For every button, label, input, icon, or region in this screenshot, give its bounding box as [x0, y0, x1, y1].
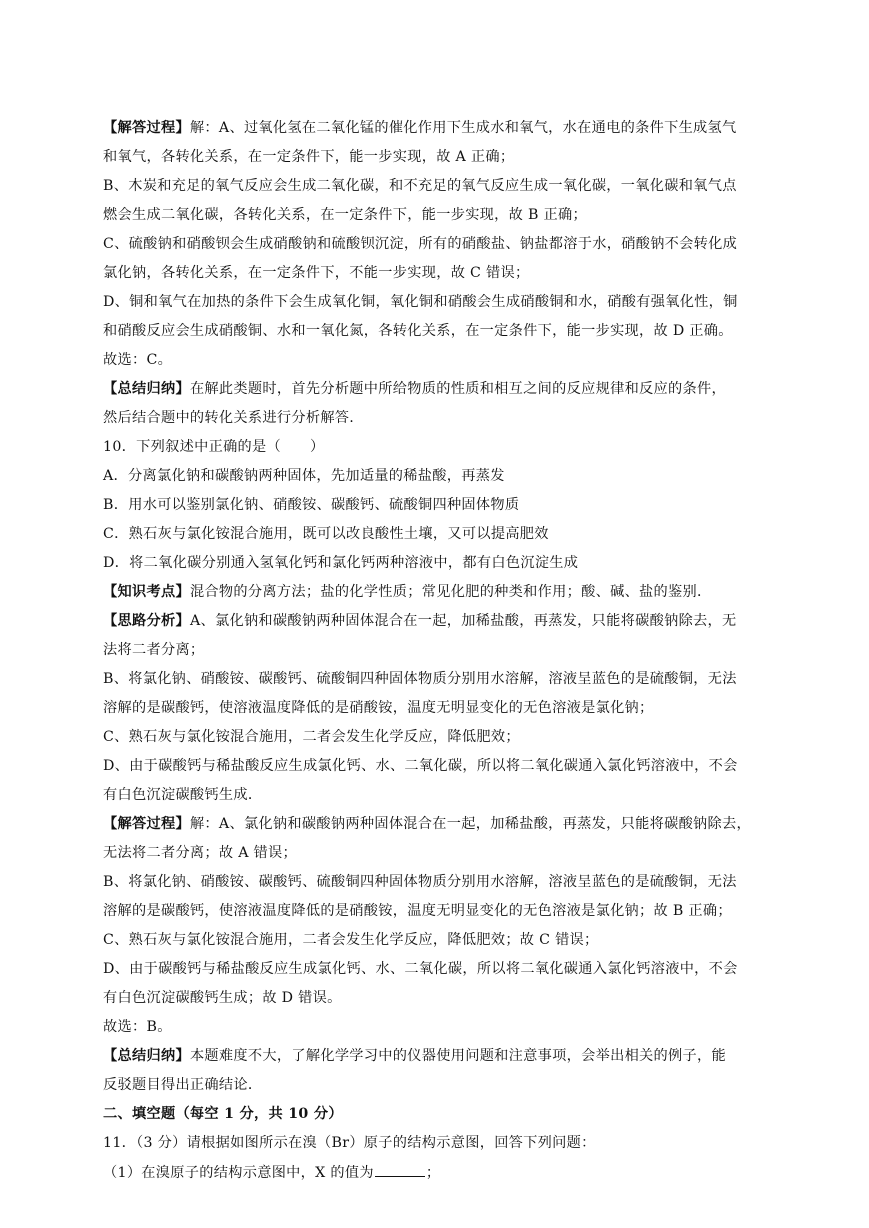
q10-process-d-2: 有白色沉淀碳酸钙生成；故 D 错误。 [103, 990, 342, 1006]
q10-analysis-text: A、氯化钠和碳酸钠两种固体混合在一起，加稀盐酸，再蒸发，只能将碳酸钠除去，无 [189, 613, 737, 629]
q10-stem: 10．下列叙述中正确的是（ ） [103, 439, 325, 455]
q9-process-tag: 【解答过程】 [103, 120, 190, 136]
q10-knowledge-text: 混合物的分离方法；盐的化学性质；常见化肥的种类和作用；酸、碱、盐的鉴别． [189, 584, 712, 600]
answer-blank [375, 1162, 425, 1177]
q9-summary-line [103, 379, 783, 399]
q10-summary-line [103, 1046, 783, 1066]
q10-analysis-line-2: 法将二者分离； [103, 642, 205, 658]
q9-c-line-2: 氯化钠，各转化关系，在一定条件下，不能一步实现，故 C 错误； [103, 265, 530, 281]
q9-d-line-2: 和硝酸反应会生成硝酸铜、水和一氧化氮，各转化关系，在一定条件下，能一步实现，故 D 正确。 [103, 323, 733, 339]
q10-analysis-d-2: 有白色沉淀碳酸钙生成． [103, 787, 263, 803]
q9-summary-tag: 【总结归纳】 [103, 381, 190, 397]
q10-process-tag: 【解答过程】 [103, 816, 190, 832]
q9-b-line-2: 燃会生成二氧化碳，各转化关系，在一定条件下，能一步实现，故 B 正确； [103, 207, 587, 223]
q10-option-c: C．熟石灰与氯化铵混合施用，既可以改良酸性土壤，又可以提高肥效 [103, 526, 549, 542]
q9-process-line-2: 和氧气，各转化关系，在一定条件下，能一步实现，故 A 正确； [103, 149, 515, 165]
q10-process-line [103, 814, 783, 834]
q10-analysis-line [103, 611, 783, 631]
q11-part-1-end: ； [425, 1165, 441, 1181]
q10-knowledge-line [103, 582, 783, 602]
q9-summary-text: 在解此类题时，首先分析题中所给物质的性质和相互之间的反应规律和反应的条件， [189, 381, 726, 397]
q10-answer: 故选：B。 [103, 1019, 172, 1035]
q10-process-c: C、熟石灰与氯化铵混合施用，二者会发生化学反应，降低肥效；故 C 错误； [103, 932, 599, 948]
q10-process-b-1: B、将氯化钠、硝酸铵、碳酸钙、硫酸铜四种固体物质分别用水溶解，溶液呈蓝色的是硫酸铜，无法 [103, 874, 737, 890]
q10-analysis-b-2: 溶解的是碳酸钙，使溶液温度降低的是硝酸铵，温度无明显变化的无色溶液是氯化钠； [103, 700, 654, 716]
q9-process-text: 解：A、过氧化氢在二氧化锰的催化作用下生成水和氧气，水在通电的条件下生成氢气 [189, 120, 737, 136]
q11-part-1-text: （1）在溴原子的结构示意图中，X 的值为 [103, 1165, 374, 1181]
q10-process-line-2: 无法将二者分离；故 A 错误； [103, 845, 298, 861]
q9-answer: 故选：C。 [103, 352, 173, 368]
q10-summary-line-2: 反驳题目得出正确结论． [103, 1077, 263, 1093]
q10-option-a: A．分离氯化钠和碳酸钠两种固体，先加适量的稀盐酸，再蒸发 [103, 468, 505, 484]
q10-option-d: D．将二氧化碳分别通入氢氧化钙和氯化钙两种溶液中，都有白色沉淀生成 [103, 555, 579, 571]
q9-summary-line-2: 然后结合题中的转化关系进行分析解答. [103, 410, 355, 426]
q10-summary-tag: 【总结归纳】 [103, 1048, 190, 1064]
q10-summary-text: 本题难度不大，了解化学学习中的仪器使用问题和注意事项，会举出相关的例子，能 [189, 1048, 726, 1064]
q10-option-b: B．用水可以鉴别氯化钠、硝酸铵、碳酸钙、硫酸铜四种固体物质 [103, 497, 520, 513]
q10-analysis-c: C、熟石灰与氯化铵混合施用，二者会发生化学反应，降低肥效； [103, 729, 520, 745]
q9-process-line [103, 118, 783, 138]
q10-analysis-d-1: D、由于碳酸钙与稀盐酸反应生成氯化钙、水、二氧化碳，所以将二氧化碳通入氯化钙溶液中，不会 [103, 758, 738, 774]
q10-process-d-1: D、由于碳酸钙与稀盐酸反应生成氯化钙、水、二氧化碳，所以将二氧化碳通入氯化钙溶液中，不会 [103, 961, 738, 977]
q11-stem: 11．（3 分）请根据如图所示在溴（Br）原子的结构示意图，回答下列问题： [103, 1135, 596, 1151]
q10-analysis-b-1: B、将氯化钠、硝酸铵、碳酸钙、硫酸铜四种固体物质分别用水溶解，溶液呈蓝色的是硫酸铜，无法 [103, 671, 737, 687]
q10-process-b-2: 溶解的是碳酸钙，使溶液温度降低的是硝酸铵，温度无明显变化的无色溶液是氯化钠；故 B 正确； [103, 903, 732, 919]
section-heading: 二、填空题（每空 1 分，共 10 分） [103, 1106, 343, 1122]
q9-b-line-1: B、木炭和充足的氧气反应会生成二氧化碳，和不充足的氧气反应生成一氧化碳，一氧化碳和氧气点 [103, 178, 737, 194]
q9-c-line-1: C、硫酸钠和硝酸钡会生成硝酸钠和硫酸钡沉淀，所有的硝酸盐、钠盐都溶于水，硝酸钠不会转化成 [103, 236, 738, 252]
q11-part-1 [103, 1162, 783, 1182]
q10-analysis-tag: 【思路分析】 [103, 613, 190, 629]
q9-d-line-1: D、铜和氧气在加热的条件下会生成氧化铜，氧化铜和硝酸会生成硝酸铜和水，硝酸有强氧化性，铜 [103, 294, 738, 310]
q10-process-text: 解：A、氯化钠和碳酸钠两种固体混合在一起，加稀盐酸，再蒸发，只能将碳酸钠除去， [189, 816, 752, 832]
q10-knowledge-tag: 【知识考点】 [103, 584, 190, 600]
